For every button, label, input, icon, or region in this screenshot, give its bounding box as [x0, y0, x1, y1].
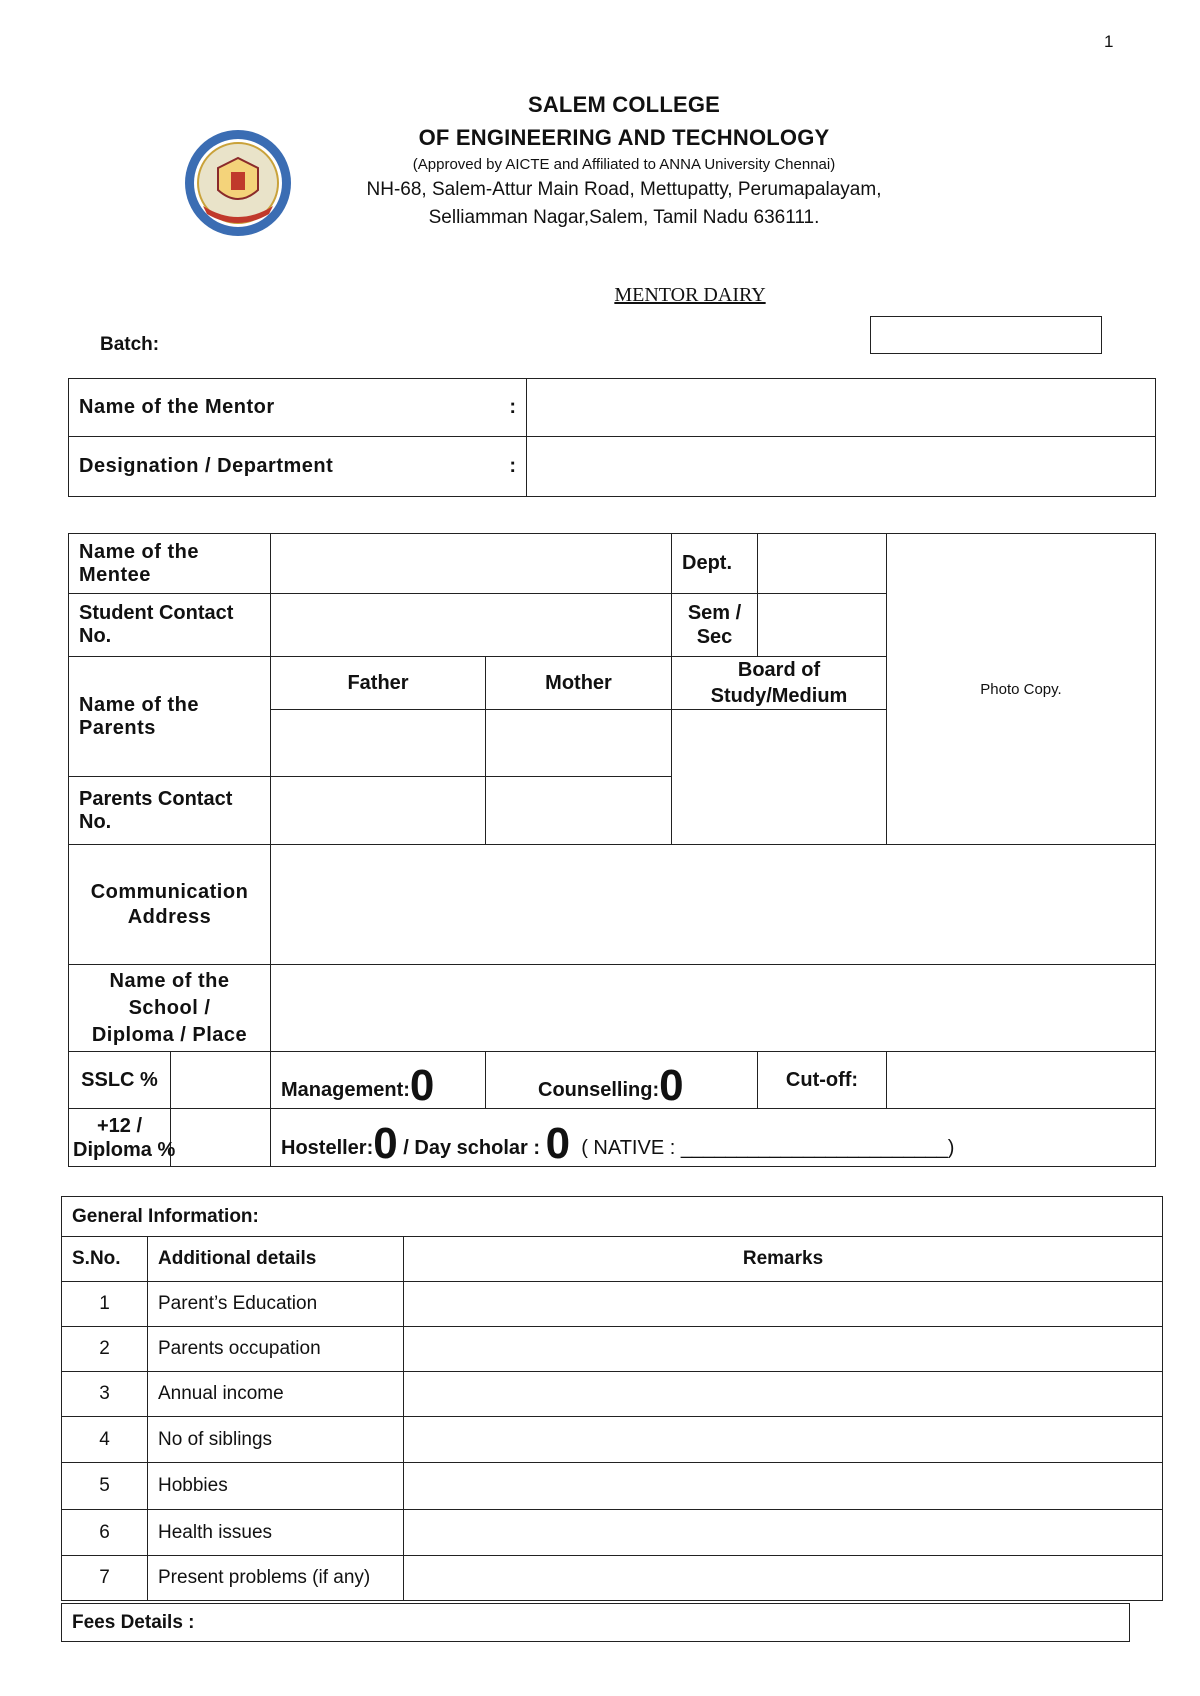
management-label: Management: — [281, 1079, 410, 1101]
table-row — [62, 1510, 1163, 1556]
college-header — [190, 88, 1058, 232]
counselling-label: Counselling: — [538, 1079, 660, 1101]
row-sno: 4 — [62, 1417, 148, 1463]
residence-cell[interactable] — [271, 1109, 1156, 1167]
plus12-field[interactable] — [171, 1109, 271, 1167]
row-detail: Parent’s Education — [148, 1282, 404, 1327]
management-cell[interactable] — [271, 1052, 486, 1109]
sem-label-line1: Sem / — [687, 602, 742, 624]
college-approval: (Approved by AICTE and Affiliated to ANNA University Chennai) — [412, 156, 836, 173]
management-value: 0 — [409, 1061, 435, 1110]
plus12-label — [69, 1109, 176, 1167]
table-row — [62, 1282, 1163, 1327]
mentor-name-label-cell — [69, 379, 527, 437]
photo-box[interactable] — [887, 534, 1156, 845]
designation-label: Designation / Department — [79, 455, 334, 477]
address-label-line2: Address — [127, 905, 212, 928]
row-detail: Present problems (if any) — [148, 1556, 404, 1601]
father-name-field[interactable] — [271, 710, 486, 777]
table-row — [62, 1327, 1163, 1372]
table-row — [62, 1372, 1163, 1417]
cutoff-label: Cut-off: — [758, 1052, 887, 1109]
row-remarks-field[interactable] — [404, 1372, 1163, 1417]
address-label — [69, 845, 271, 965]
general-info-heading: General Information: — [62, 1197, 1163, 1237]
table-row — [62, 1463, 1163, 1510]
fees-table — [61, 1603, 1130, 1642]
row-remarks-field[interactable] — [404, 1282, 1163, 1327]
school-label-line2: Diploma / Place — [91, 1023, 248, 1046]
college-name-line2: OF ENGINEERING AND TECHNOLOGY — [418, 125, 830, 150]
row-detail: Annual income — [148, 1372, 404, 1417]
board-label-line1: Board of — [737, 659, 821, 681]
plus12-label-line2: Diploma % — [73, 1138, 176, 1161]
board-label-line2: Study/Medium — [710, 685, 848, 707]
document-title: MENTOR DAIRY — [614, 284, 766, 306]
row-remarks-field[interactable] — [404, 1556, 1163, 1601]
address-label-line1: Communication — [90, 880, 249, 903]
sem-label-line2: Sec — [696, 626, 733, 648]
mentee-name-field[interactable] — [271, 534, 672, 594]
row-remarks-field[interactable] — [404, 1510, 1163, 1556]
counselling-value: 0 — [659, 1061, 684, 1110]
designation-field[interactable] — [527, 437, 1156, 497]
col-sno-header: S.No. — [62, 1237, 148, 1282]
school-label-line1: Name of the School / — [109, 969, 230, 1019]
school-label — [69, 965, 271, 1052]
parents-name-label: Name of the Parents — [69, 657, 271, 777]
dayscholar-value: 0 — [545, 1119, 571, 1168]
school-field[interactable] — [271, 965, 1156, 1052]
college-name-line1: SALEM COLLEGE — [527, 92, 721, 117]
sem-field[interactable] — [758, 594, 887, 657]
mentor-name-label: Name of the Mentor — [79, 396, 275, 418]
mentee-table — [68, 533, 1156, 1167]
parents-contact-label: Parents Contact No. — [69, 777, 271, 845]
batch-label: Batch: — [100, 334, 160, 355]
address-field[interactable] — [271, 845, 1156, 965]
row-sno: 5 — [62, 1463, 148, 1510]
college-address-line2: Selliamman Nagar,Salem, Tamil Nadu 636111. — [428, 207, 820, 228]
row-sno: 6 — [62, 1510, 148, 1556]
mentor-name-field[interactable] — [527, 379, 1156, 437]
cutoff-field[interactable] — [887, 1052, 1156, 1109]
general-info-table — [61, 1196, 1163, 1601]
table-row — [62, 1417, 1163, 1463]
father-contact-field[interactable] — [271, 777, 486, 845]
board-label — [672, 657, 887, 710]
colon: : — [509, 455, 516, 477]
dayscholar-label: / Day scholar : — [403, 1137, 541, 1159]
row-detail: Health issues — [148, 1510, 404, 1556]
native-field: ( NATIVE : ________________________) — [581, 1137, 955, 1159]
row-detail: No of siblings — [148, 1417, 404, 1463]
colon: : — [509, 396, 516, 418]
mentor-table — [68, 378, 1156, 497]
row-detail: Parents occupation — [148, 1327, 404, 1372]
photo-label: Photo Copy. — [980, 680, 1062, 698]
sem-label — [672, 594, 758, 657]
sslc-field[interactable] — [171, 1052, 271, 1109]
board-field[interactable] — [672, 710, 887, 845]
mother-contact-field[interactable] — [486, 777, 672, 845]
student-contact-label: Student Contact No. — [69, 594, 271, 657]
col-remarks-header: Remarks — [404, 1237, 1163, 1282]
mother-name-field[interactable] — [486, 710, 672, 777]
designation-label-cell — [69, 437, 527, 497]
batch-input-box[interactable] — [870, 316, 1102, 354]
row-sno: 3 — [62, 1372, 148, 1417]
hosteller-label: Hosteller: — [281, 1137, 374, 1159]
dept-field[interactable] — [758, 534, 887, 594]
col-details-header: Additional details — [148, 1237, 404, 1282]
hosteller-value: 0 — [373, 1119, 398, 1168]
row-detail: Hobbies — [148, 1463, 404, 1510]
row-sno: 7 — [62, 1556, 148, 1601]
dept-label: Dept. — [672, 534, 758, 594]
sslc-label: SSLC % — [69, 1052, 171, 1109]
mother-label: Mother — [486, 657, 672, 710]
mentee-name-label: Name of the Mentee — [69, 534, 271, 594]
father-label: Father — [271, 657, 486, 710]
row-remarks-field[interactable] — [404, 1417, 1163, 1463]
college-address-line1: NH-68, Salem-Attur Main Road, Mettupatty, Perumapalayam, — [366, 179, 882, 200]
plus12-label-line1: +12 / — [96, 1114, 143, 1137]
row-sno: 2 — [62, 1327, 148, 1372]
row-sno: 1 — [62, 1282, 148, 1327]
fees-details-label: Fees Details : — [62, 1604, 1130, 1642]
row-remarks-field[interactable] — [404, 1327, 1163, 1372]
page-number: 1 — [1104, 32, 1114, 51]
row-remarks-field[interactable] — [404, 1463, 1163, 1510]
table-row — [62, 1556, 1163, 1601]
counselling-cell[interactable] — [486, 1052, 758, 1109]
student-contact-field[interactable] — [271, 594, 672, 657]
